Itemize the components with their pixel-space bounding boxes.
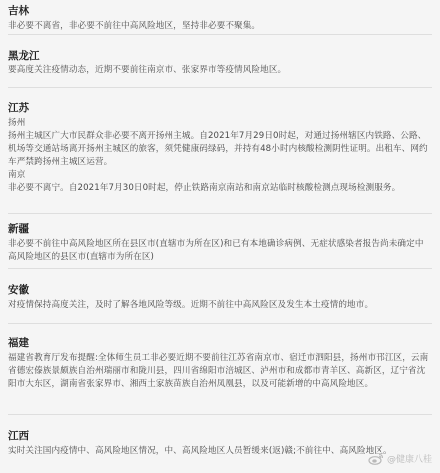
city-label-nanjing: 南京 <box>8 170 26 180</box>
section-heading: 江苏 <box>8 102 29 114</box>
section-text: 实时关注国内疫情中、高风险地区情况，中、高风险地区人员暂缓来(返)赣;不前往中、高风险地区。 <box>8 446 392 456</box>
section-heilongjiang <box>8 35 432 88</box>
section-text: 要高度关注疫情动态，近期不要前往南京市、张家界市等疫情风险地区。 <box>8 65 287 75</box>
city-label-yangzhou: 扬州 <box>8 118 26 128</box>
section-jilin <box>8 0 432 35</box>
section-heading: 黑龙江 <box>8 50 40 62</box>
section-text: 福建省教育厅发布提醒:全体师生员工非必要近期不要前往江苏省南京市、宿迁市泗阳县，扬州市邗江区，云南省德宏傣族景颇族自治州瑞丽市和陇川县，四川省绵阳市涪城区、泸州市和成都市青羊区、高新区，辽宁省沈阳市大东区，湖南省张家界市、湘西土家族苗族自治州凤凰县，以及可能新增的中高风险地区。 <box>8 353 429 389</box>
weibo-watermark <box>368 452 432 465</box>
watermark-text: @健康八桂 <box>386 455 432 465</box>
section-jiangsu <box>8 88 432 214</box>
weibo-icon <box>368 453 384 465</box>
section-text: 非必要不前往中高风险地区所在县区市(直辖市为所在区)和已有本地确诊病例、无症状感染者报告尚未确定中高风险地区的县区市(直辖市为所在区) <box>8 239 424 262</box>
section-heading: 江西 <box>8 430 29 442</box>
section-text: 非必要不离宁。自2021年7月30日0时起，停止铁路南京南站和南京站临时核酸检测点现场检测服务。 <box>8 183 401 193</box>
section-text: 对疫情保持高度关注，及时了解各地风险等级。近期不前往中高风险区及发生本土疫情的地市。 <box>8 300 374 310</box>
section-heading: 新疆 <box>8 223 29 235</box>
section-heading: 安徽 <box>8 284 29 296</box>
section-fujian <box>8 324 432 415</box>
article-body <box>8 0 432 473</box>
section-anhui <box>8 269 432 324</box>
section-heading: 福建 <box>8 337 29 349</box>
section-xinjiang <box>8 214 432 269</box>
section-heading: 吉林 <box>8 5 29 17</box>
section-text: 扬州主城区广大市民群众非必要不离开扬州主城。自2021年7月29日0时起，对通过扬州辖区内铁路、公路、机场等交通站场离开扬州主城区的旅客，须凭健康码绿码，并持有48小时内核酸检测阴性证明。出租车、网约车严禁跨扬州主城区运营。 <box>8 131 428 167</box>
section-text: 非必要不离省，非必要不前往中高风险地区，坚持非必要不聚集。 <box>8 21 261 31</box>
